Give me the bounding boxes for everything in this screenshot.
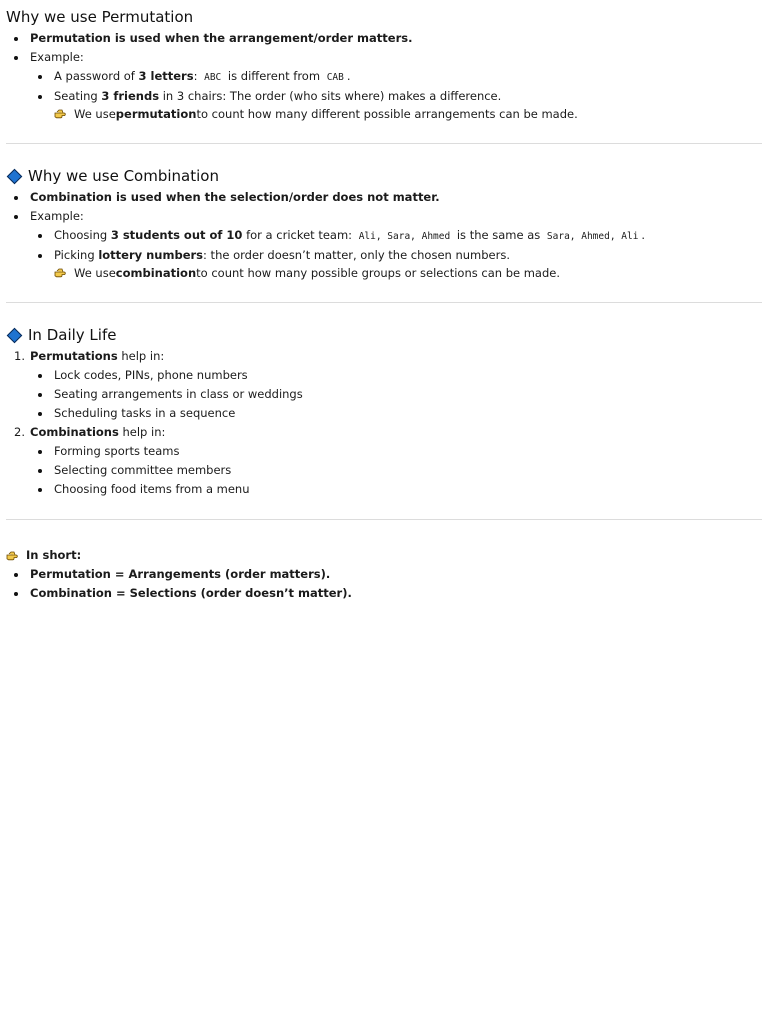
bullet-icon — [38, 450, 42, 454]
pointing-hand-icon — [54, 108, 70, 120]
bullet-icon — [38, 412, 42, 416]
text: Choosing — [54, 228, 111, 242]
daily-life-heading-text: In Daily Life — [28, 326, 117, 344]
list-item — [6, 87, 762, 106]
bullet-icon — [14, 215, 18, 219]
bold-text: combination — [115, 266, 197, 280]
list-item — [6, 461, 762, 480]
list-item — [6, 366, 762, 385]
list-item — [6, 188, 762, 207]
text: Lock codes, PINs, phone numbers — [54, 368, 248, 382]
bullet-icon — [38, 488, 42, 492]
list-number: 1. — [14, 349, 25, 363]
combination-definition: Combination is used when the selection/order does not matter. — [30, 190, 440, 204]
summary-title-text: In short: — [26, 548, 82, 562]
inline-code: CAB — [326, 72, 344, 83]
divider — [6, 519, 762, 520]
text: to count how many possible groups or selections can be made. — [196, 266, 561, 280]
summary-line: Permutation = Arrangements (order matters). — [30, 567, 331, 581]
example-label: Example: — [30, 50, 84, 64]
inline-code: ABC — [204, 72, 222, 83]
list-item — [6, 226, 762, 246]
text: Scheduling tasks in a sequence — [54, 406, 236, 420]
diamond-icon — [7, 168, 23, 184]
text: help in: — [117, 349, 165, 363]
inline-code: Sara, Ahmed, Ali — [546, 231, 639, 242]
bold-text: lottery numbers — [98, 248, 204, 262]
bullet-icon — [38, 234, 42, 238]
summary-section — [0, 546, 768, 603]
summary-title — [6, 546, 762, 565]
text: Forming sports teams — [54, 444, 180, 458]
text: We use — [74, 266, 116, 280]
text: is the same as — [453, 228, 544, 242]
daily-life-section — [0, 325, 768, 499]
list-item — [6, 442, 762, 461]
combination-heading-text: Why we use Combination — [28, 167, 219, 185]
text: in 3 chairs: The order (who sits where) makes a difference. — [159, 89, 502, 103]
text: for a cricket team: — [242, 228, 356, 242]
daily-life-heading — [6, 325, 762, 345]
text: . — [346, 69, 351, 83]
bold-text: Permutations — [30, 349, 118, 363]
list-item — [6, 480, 762, 499]
bold-text: 3 friends — [101, 89, 160, 103]
pointing-hand-icon — [54, 267, 70, 279]
pointing-hand-icon — [6, 550, 22, 562]
bullet-icon — [14, 56, 18, 60]
permutation-note — [6, 106, 762, 122]
text: Picking — [54, 248, 99, 262]
text: A password of — [54, 69, 139, 83]
permutation-section — [0, 7, 768, 122]
divider — [6, 302, 762, 303]
bullet-icon — [14, 37, 18, 41]
bullet-icon — [14, 196, 18, 200]
bullet-icon — [38, 393, 42, 397]
combination-heading — [6, 166, 762, 186]
bullet-icon — [14, 592, 18, 596]
list-item — [6, 404, 762, 423]
inline-code: Ali, Sara, Ahmed — [358, 231, 451, 242]
text: is different from — [224, 69, 324, 83]
permutation-heading — [6, 7, 762, 27]
bold-text: 3 students out of 10 — [110, 228, 243, 242]
text: Seating — [54, 89, 102, 103]
combination-note — [6, 265, 762, 281]
list-item — [6, 48, 762, 67]
bullet-icon — [38, 254, 42, 258]
list-item — [6, 584, 762, 603]
text: : the order doesn’t matter, only the chosen numbers. — [203, 248, 510, 262]
text: . — [641, 228, 646, 242]
permutation-heading-text: Why we use Permutation — [6, 8, 194, 26]
text: Choosing food items from a menu — [54, 482, 250, 496]
list-item — [6, 29, 762, 48]
bullet-icon — [38, 469, 42, 473]
bullet-icon — [38, 95, 42, 99]
text: Selecting committee members — [54, 463, 232, 477]
text: to count how many different possible arrangements can be made. — [196, 107, 578, 121]
example-label: Example: — [30, 209, 84, 223]
diamond-icon — [7, 327, 23, 343]
list-item — [6, 423, 762, 442]
list-item — [6, 207, 762, 226]
bold-text: 3 letters — [138, 69, 194, 83]
permutation-definition: Permutation is used when the arrangement/order matters. — [30, 31, 413, 45]
text: We use — [74, 107, 116, 121]
combination-section — [0, 166, 768, 281]
list-item — [6, 385, 762, 404]
text: help in: — [118, 425, 166, 439]
list-item — [6, 565, 762, 584]
list-number: 2. — [14, 425, 25, 439]
list-item — [6, 67, 762, 87]
summary-line: Combination = Selections (order doesn’t matter). — [30, 586, 352, 600]
text: : — [193, 69, 202, 83]
bold-text: permutation — [115, 107, 197, 121]
bullet-icon — [14, 573, 18, 577]
bullet-icon — [38, 374, 42, 378]
bullet-icon — [38, 75, 42, 79]
list-item — [6, 347, 762, 366]
text: Seating arrangements in class or weddings — [54, 387, 303, 401]
bold-text: Combinations — [30, 425, 119, 439]
divider — [6, 143, 762, 144]
list-item — [6, 246, 762, 265]
